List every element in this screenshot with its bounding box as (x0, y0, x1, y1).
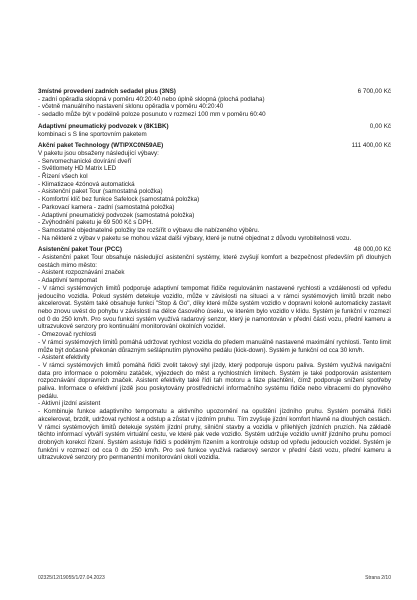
item-price: 6 700,00 Kč (357, 88, 391, 95)
item-line: - Adaptivní pneumatický podvozek (samostatná položka) (38, 211, 195, 219)
document-code: 02325/12/19055/1/27.04.2023 (38, 575, 105, 581)
item-line: - Světlomety HD Matrix LED (38, 165, 117, 173)
item-line: - Adaptivní tempomat (38, 277, 98, 285)
item-price: 48 000,00 Kč (354, 246, 391, 254)
item-line: V paketu jsou obsaženy následující výbavy: (38, 149, 159, 157)
item-air-suspension (38, 123, 391, 138)
item-line: - V rámci systémových limitů podporuje adaptivní tempomat řidiče regulováním nastavené rychlosti a vzdálenosti od vpředu jedoucího vozidla. Pokud systém detekuje vozidlo, může v závislosti na situaci a v rámci systémových limitů brzdit nebo akcelerovat. Systém také obsahuje funkci "Stop & Go", díky které může systém vozidlo v dopravní koloně automaticky zastavit nebo znovu uvést do pohybu v závislosti na délce časového úseku, ve kterém bylo vozidlo v klidu. Systém je funkční v rozmezí od 0 do 250 km/h. Pro svou funkci systém využívá radarový senzor, který je namontován v přední části vozu, přední kameru a ultrazvukové senzory pro kontinuální monitorování okolních vozidel. (38, 284, 391, 331)
item-line: - zadní opěradla sklopná v poměru 40:20:40 nebo úplně sklopná (plochá podlaha) (38, 95, 265, 103)
item-line: - Asistent efektivity (38, 354, 90, 362)
item-line: - V rámci systémových limitů pomáhá řidiči zvolit takový styl jízdy, který podporuje úsporu paliva. Systém využívá navigační data pro informace o poloměru zatáček, výjezdech do měst a rychlostních limitech. Systém je také podporován asistentem rozpoznávání dopravních značek. Asistent efektivity také řídí tah motoru a fáze plachtění, čímž podporuje snížení spotřeby paliva. Informace o efektivní jízdě jsou poskytovány prostřednictví informačního systému řidiče nebo vibracemi do plynového pedálu. (38, 361, 391, 400)
item-line: - Asistent rozpoznávání značek (38, 269, 125, 277)
item-assistance-package-tour (38, 246, 391, 462)
item-line: - Kombinuje funkce adaptivního tempomatu a aktivního upozornění na opuštění jízdního pruhu. Systém pomáhá řidiči akcelerovat, brzdit, udržovat rychlost a odstup a zůstat v jízdním pruhu. Tím zvyšuje jízdní komfort hlavně na dlouhých cestách. V rámci systémových limitů detekuje systém jízdní pruhy, silniční stavby a vozidla v přilehlých jízdních pruzích. Na základě těchto informací vytváří systém virtuální cestu, ve které pak vede vozidlo. Systém udržuje vozidlo uvnitř jízdního pruhu pomocí drobných korekcí řízení. Systém asistuje řidiči s podélným řízením a kontroluje odstup od vpředu jedoucích vozidel. Systém je funkční v rozmezí od cca 0 do 250 km/h. Pro své funkce využívá radarový senzor v přední části vozu, přední kameru a ultrazvukové senzory pro permanentní monitorování okolí vozidla. (38, 408, 391, 462)
item-line: - Asistenční paket Tour obsahuje následující asistenční systémy, které zvyšují komfort a bezpečnost především při dlouhých cestách mimo město: (38, 254, 391, 269)
item-line: - Servomechanické dovírání dveří (38, 157, 132, 165)
item-line: - V rámci systémových limitů pomáhá udržovat rychlost vozidla do předem manuálně nastavené maximální rychlosti. Tento limit může být dočasně překonán důrazným sešlápnutím plynového pedálu (kick-down). Systém je funkční od cca 30 km/h. (38, 338, 391, 354)
item-line: - Řízení všech kol (38, 173, 88, 181)
item-title: Asistenční paket Tour (PCC) (38, 246, 122, 254)
equipment-list (38, 88, 391, 466)
item-title: 3místné provedení zadních sedadel plus (3NS) (38, 88, 176, 95)
item-line: - Asistenční paket Tour (samostatná položka) (38, 188, 163, 196)
item-line: - Parkovací kamera - zadní (samostatná položka) (38, 203, 175, 211)
item-line: - Samostatné objednatelné položky lze rozšířit o výbavu dle nabízeného výběru. (38, 226, 260, 234)
item-line: - Zvýhodnění paketu je 69 500 Kč s DPH. (38, 219, 153, 227)
item-line: - Komfortní klíč bez funkce Safelock (samostatná položka) (38, 196, 200, 204)
item-price: 111 400,00 Kč (351, 142, 391, 150)
item-line: - Na některé z výbav v paketu se mohou vázat další výbavy, které je nutné objednat z důvodu vyrobitelnosti vozu. (38, 234, 352, 242)
item-line: - Aktivní jízdní asistent (38, 400, 101, 408)
item-line: - včetně manuálního nastavení sklonu opěradla v poměru 40:20:40 (38, 103, 224, 111)
page-number: Strana 2/10 (365, 575, 391, 581)
item-title: Akční paket Technology (WTIPXC0N59AE) (38, 142, 164, 150)
item-line: kombinaci s S line sportovním paketem (38, 130, 147, 138)
item-line: - Omezovač rychlosti (38, 331, 97, 339)
item-technology-package (38, 142, 391, 242)
item-price: 0,00 Kč (369, 122, 391, 130)
item-line: - sedadlo může být v podélně poloze posunuto v rozmezí 100 mm v poměru 60:40 (38, 111, 266, 119)
item-3-seat-rear (38, 88, 391, 119)
item-title: Adaptivní pneumatický podvozek v (8K1BK) (38, 122, 169, 130)
item-line: - Klimatizace 4zónová automatická (38, 180, 135, 188)
